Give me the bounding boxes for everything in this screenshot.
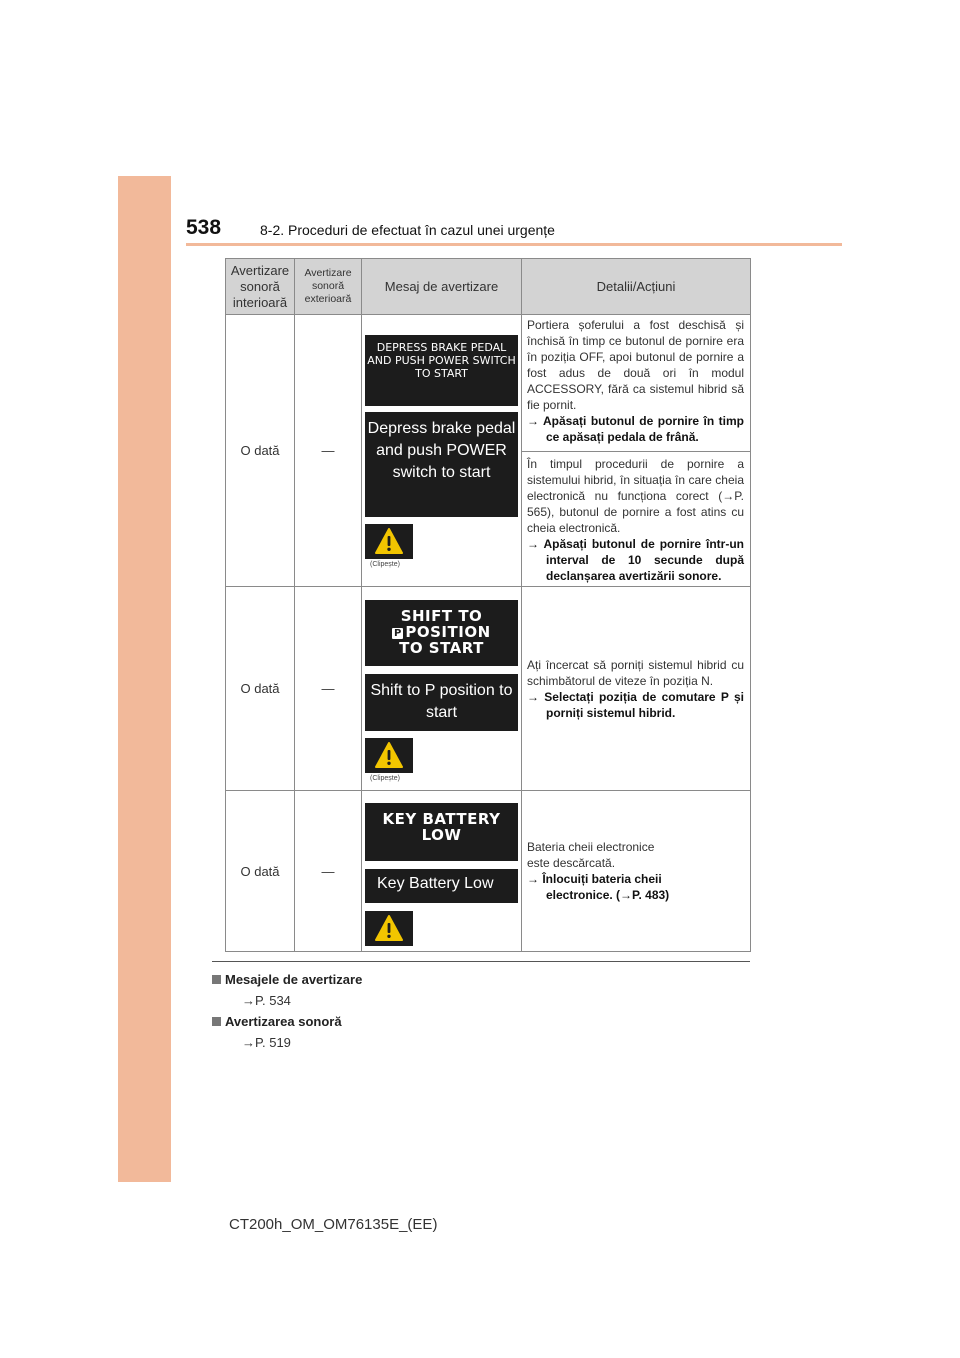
warning-indicator: [365, 524, 413, 559]
section-divider: [212, 961, 750, 962]
message-cell: [362, 587, 522, 791]
note-buzzer: Avertizarea sonoră: [212, 1014, 342, 1029]
footer-doc-id: CT200h_OM_OM76135E_(EE): [229, 1216, 438, 1233]
warning-indicator: [365, 738, 413, 773]
detail-block-2: [522, 452, 750, 586]
interior-buzzer-cell: O dată: [226, 315, 295, 587]
detail-action: → Înlocuiți bateria cheii electronice. (→P. 483): [527, 872, 670, 902]
detail-action: → Apăsați butonul de pornire într-un interval de 10 secunde după declanșarea avertizării sonore.: [527, 537, 744, 583]
interior-buzzer-cell: O dată: [226, 791, 295, 952]
display-message-top: DEPRESS BRAKE PEDAL AND PUSH POWER SWITCH TO START: [365, 335, 518, 406]
detail-text: Bateria cheii electronice este descărcată.: [527, 840, 655, 870]
header-details: Detalii/Acțiuni: [522, 259, 751, 315]
note-warning-messages: Mesajele de avertizare: [212, 972, 362, 987]
table-row: [226, 315, 751, 587]
header-exterior-buzzer: Avertizare sonoră exterioară: [295, 259, 362, 315]
exterior-buzzer-cell: —: [295, 791, 362, 952]
square-bullet-icon: [212, 1017, 221, 1026]
table-header-row: [226, 259, 751, 315]
section-title: 8-2. Proceduri de efectuat în cazul unei urgențe: [260, 222, 555, 238]
interior-buzzer-cell: O dată: [226, 587, 295, 791]
exterior-buzzer-cell: —: [295, 315, 362, 587]
details-cell: [522, 791, 751, 952]
details-cell: [522, 315, 751, 587]
details-cell: [522, 587, 751, 791]
display-message-top: SHIFT TO P POSITION TO START: [365, 600, 518, 666]
message-cell: [362, 791, 522, 952]
detail-text: Portiera șoferului a fost deschisă și închisă în timp ce butonul de pornire era în poziția OFF, apoi butonul de pornire a fost adus de două ori în modul ACCESSORY, fără ca sistemul hibrid să fie pornit.: [527, 318, 744, 412]
table-row: [226, 791, 751, 952]
detail-text: În timpul procedurii de pornire a sistemului hibrid, în situația în care cheia electronică nu funcționa corect (→P. 565), butonul de pornire a fost atins cu cheia electronică.: [527, 457, 744, 535]
flash-note: (Clipește): [370, 775, 400, 782]
warning-indicator: [365, 911, 413, 946]
detail-action: → Selectați poziția de comutare P și porniți sistemul hibrid.: [527, 689, 744, 720]
display-message-bottom: Shift to P position to start: [365, 674, 518, 731]
page-header: [186, 216, 841, 246]
message-cell: [362, 315, 522, 587]
detail-action: → Apăsați butonul de pornire în timp ce apăsați pedala de frână.: [527, 414, 744, 444]
note-reference: →P. 519: [242, 1035, 291, 1050]
note-reference: →P. 534: [242, 993, 291, 1008]
warning-table: [225, 258, 751, 952]
flash-note: (Clipește): [370, 561, 400, 568]
table-row: [226, 587, 751, 791]
display-message-bottom: Depress brake pedal and push POWER switch to start: [365, 412, 518, 517]
p-position-icon: P: [393, 628, 402, 639]
header-rule: [186, 243, 842, 246]
warning-triangle-icon: [374, 527, 404, 555]
detail-text: Ați încercat să porniți sistemul hibrid cu schimbătorul de viteze în poziția N.: [527, 657, 744, 688]
exterior-buzzer-cell: —: [295, 587, 362, 791]
side-color-band: [118, 176, 171, 1182]
detail-block-1: [522, 315, 750, 452]
detail-block: [522, 837, 750, 905]
detail-block: [522, 655, 750, 723]
warning-triangle-icon: [374, 741, 404, 769]
display-message-bottom: Key Battery Low: [365, 869, 518, 903]
display-message-top: KEY BATTERY LOW: [365, 803, 518, 861]
square-bullet-icon: [212, 975, 221, 984]
warning-triangle-icon: [374, 914, 404, 942]
header-warning-message: Mesaj de avertizare: [362, 259, 522, 315]
header-interior-buzzer: Avertizare sonoră interioară: [226, 259, 295, 315]
page-number: 538: [186, 216, 222, 239]
